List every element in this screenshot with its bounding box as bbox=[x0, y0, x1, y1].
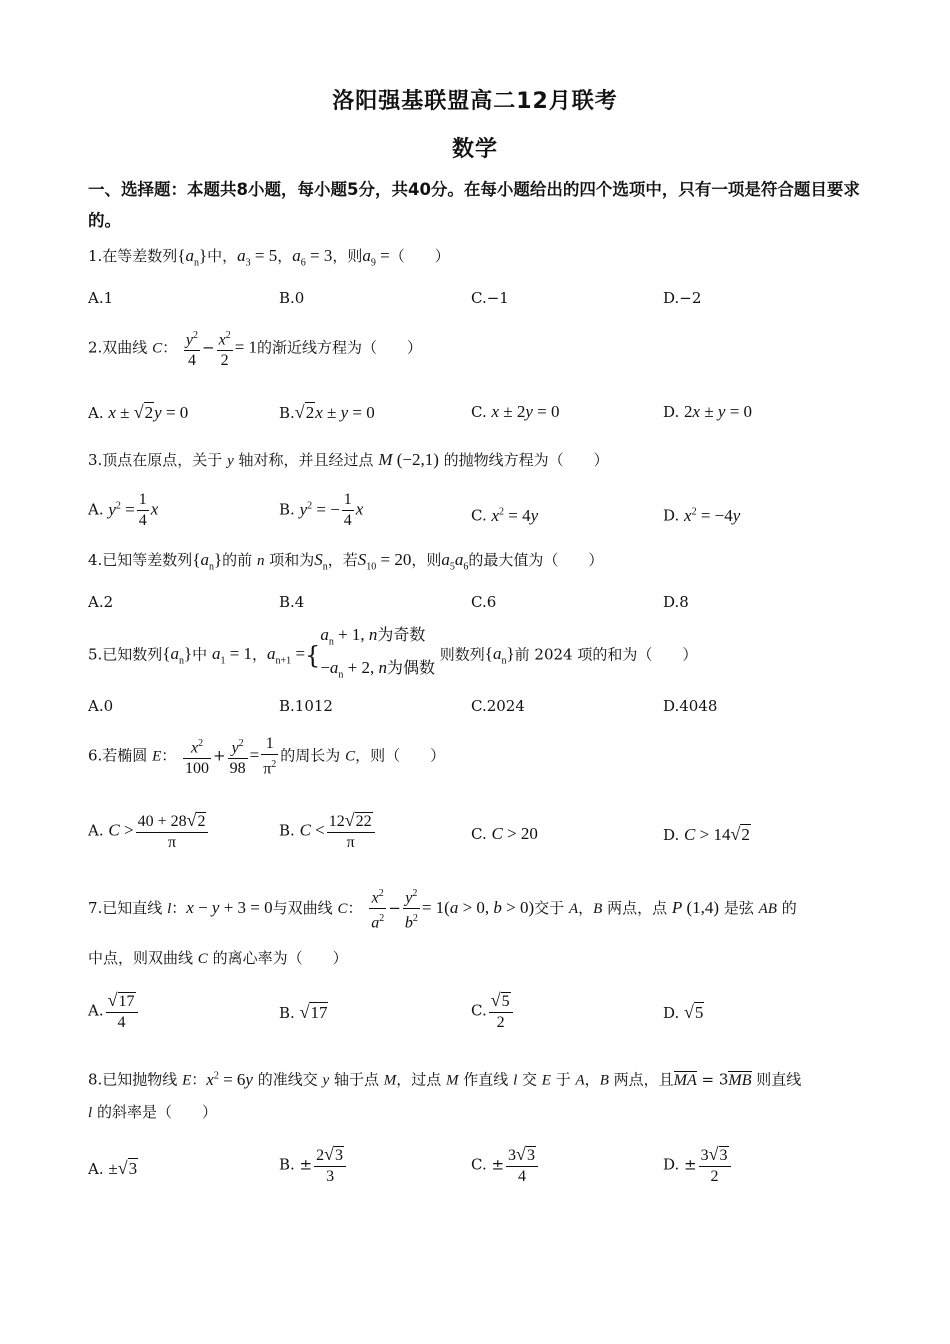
question-5: 5.已知数列$\{a_n\}$中 $a_1 = 1$，$a_{n+1} =\{a_n + 1$, n为奇数 $-a_n + 2$, n为偶数 则数列$\{a_n\}$前 2024 项的和为（ ） bbox=[88, 625, 698, 681]
option-c: C. ± $\frac{3√3}{4}$ bbox=[471, 1144, 540, 1187]
option-c: C. x ± 2y = 0 bbox=[471, 402, 560, 421]
option-d: D. 2x ± y = 0 bbox=[663, 402, 753, 421]
option-b: B.√2x ± y = 0 bbox=[279, 402, 375, 422]
section-heading: 一、选择题：本题共8小题，每小题5分，共40分。在每小题给出的四个选项中，只有一项是符合题目要求的。 bbox=[88, 180, 860, 230]
option-d: D.8 bbox=[663, 593, 689, 611]
question-3: 3.顶点在原点，关于 y 轴对称，并且经过点 M (−2,1) 的抛物线方程为（ ） bbox=[88, 450, 609, 469]
question-4: 4.已知等差数列$\{a_n\}$的前 n 项和为$S_n$，若$S_{10} = 20$，则$a_5a_6$的最大值为（ ） bbox=[88, 550, 604, 573]
question-8-continued: l 的斜率是（ ） bbox=[88, 1103, 217, 1121]
option-d: D.−2 bbox=[663, 289, 702, 307]
option-c: C.−1 bbox=[471, 289, 509, 307]
option-b: B. √17 bbox=[279, 1002, 328, 1022]
option-c: C. $\frac{√5}{2}$ bbox=[471, 990, 515, 1033]
option-a: A. x ± √2y = 0 bbox=[88, 402, 189, 422]
question-8: 8.已知抛物线 E：$x^2 = 6y$ 的准线交 y 轴于点 M，过点 M 作直线 l 交 E 于 A，B 两点，且MA = 3MB 则直线 bbox=[88, 1069, 802, 1089]
option-d: D. √5 bbox=[663, 1002, 704, 1022]
option-c: C. $x^2 = 4y$ bbox=[471, 505, 539, 525]
option-b: B.0 bbox=[279, 289, 305, 307]
option-a: A.1 bbox=[88, 289, 114, 307]
option-a: A. $y^2$ = $\frac{1}{4}$ x bbox=[88, 491, 159, 529]
subject-title: 数学 bbox=[451, 137, 498, 162]
question-7-continued: 中点，则双曲线 C 的离心率为（ ） bbox=[88, 949, 348, 967]
option-a: A. C > $\frac{40 + 28√2}{\pi}$ bbox=[88, 810, 210, 853]
option-d: D. $x^2 = -4y$ bbox=[663, 505, 741, 525]
option-b: B.1012 bbox=[279, 697, 333, 715]
option-d: D. ± $\frac{3√3}{2}$ bbox=[663, 1144, 733, 1187]
option-d: D.4048 bbox=[663, 697, 718, 715]
question-6: 6.若椭圆 E： $\frac{x^2}{100}$ + $\frac{y^2}{98}$ = $\frac{1}{\pi^2}$ 的周长为 C，则（ ） bbox=[88, 735, 446, 778]
question-2: 2.双曲线 C： $\frac{y^2}{4}$ − $\frac{x^2}{2}$ = 1的渐近线方程为（ ） bbox=[88, 326, 878, 371]
option-c: C. C > 20 bbox=[471, 824, 538, 843]
option-b: B. C < $\frac{12√22}{\pi}$ bbox=[279, 810, 377, 853]
option-a: A. $\frac{√17}{4}$ bbox=[88, 990, 140, 1033]
option-b: B.4 bbox=[279, 593, 305, 611]
option-c: C.6 bbox=[471, 593, 497, 611]
option-d: D. C > 14√2 bbox=[663, 824, 750, 844]
option-c: C.2024 bbox=[471, 697, 525, 715]
option-a: A. ±√3 bbox=[88, 1158, 138, 1178]
question-7: 7.已知直线 l：x − y + 3 = 0与双曲线 C： $\frac{x^2}{a^2}$ − $\frac{y^2}{b^2}$ = 1(a > 0, b > 0)交于 A，B 两点，点 P (1,4) 是弦 AB 的 bbox=[88, 884, 878, 934]
option-a: A.2 bbox=[88, 593, 114, 611]
exam-title: 洛阳强基联盟高二12月联考 bbox=[332, 89, 618, 114]
option-a: A.0 bbox=[88, 697, 114, 715]
option-b: B. $y^2$ = − $\frac{1}{4}$ x bbox=[279, 491, 364, 529]
question-1: 1.在等差数列$\{a_n\}$中，$a_3 = 5$，$a_6 = 3$，则$a_9$ =（ ） bbox=[88, 246, 450, 269]
option-b: B. ± $\frac{2√3}{3}$ bbox=[279, 1144, 348, 1187]
